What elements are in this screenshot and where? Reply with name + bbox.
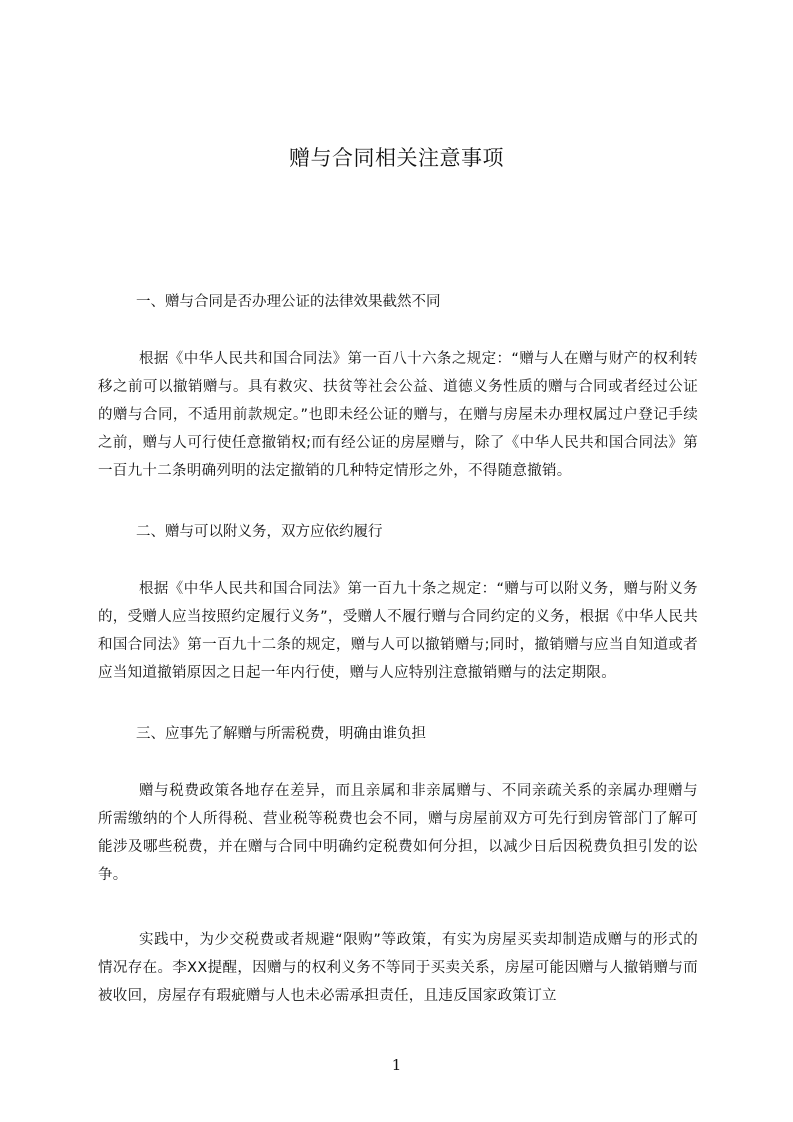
section-2-paragraph-1: 根据《中华人民共和国合同法》第一百九十条之规定：“赠与可以附义务，赠与附义务的，受赠人应当按照约定履行义务”，受赠人不履行赠与合同约定的义务，根据《中华人民共和国合同法》第一百九十二条的规定，赠与人可以撤销赠与;同时，撤销赠与应当自知道或者应当知道撤销原因之日起一年内行使，赠与人应特别注意撤销赠与的法定期限。 bbox=[98, 581, 698, 681]
section-1-paragraph-1: 根据《中华人民共和国合同法》第一百八十六条之规定：“赠与人在赠与财产的权利转移之前可以撤销赠与。具有救灾、扶贫等社会公益、道德义务性质的赠与合同或者经过公证的赠与合同，不适用前款规定。”也即未经公证的赠与，在赠与房屋未办理权属过户登记手续之前，赠与人可行使任意撤销权;而有经公证的房屋赠与，除了《中华人民共和国合同法》第一百九十二条明确列明的法定撤销的几种特定情形之外，不得随意撤销。 bbox=[98, 351, 698, 479]
section-2-heading: 二、赠与可以附义务，双方应依约履行 bbox=[136, 524, 383, 540]
section-3-paragraph-2: 实践中，为少交税费或者规避“限购”等政策，有实为房屋买卖却制造成赠与的形式的情况存在。李XX提醒，因赠与的权利义务不等同于买卖关系，房屋可能因赠与人撤销赠与而被收回，房屋存有瑕疵赠与人也未必需承担责任，且违反国家政策订立 bbox=[98, 932, 698, 1004]
page-number: 1 bbox=[391, 1056, 402, 1074]
document-body bbox=[98, 292, 698, 1010]
document-title: 赠与合同相关注意事项 bbox=[289, 146, 504, 170]
section-1-heading: 一、赠与合同是否办理公证的法律效果截然不同 bbox=[136, 294, 441, 310]
section-3-heading: 三、应事先了解赠与所需税费，明确由谁负担 bbox=[136, 726, 426, 742]
section-3-paragraph-1: 赠与税费政策各地存在差异，而且亲属和非亲属赠与、不同亲疏关系的亲属办理赠与所需缴纳的个人所得税、营业税等税费也会不同，赠与房屋前双方可先行到房管部门了解可能涉及哪些税费，并在赠与合同中明确约定税费如何分担，以减少日后因税费负担引发的讼争。 bbox=[98, 783, 698, 883]
